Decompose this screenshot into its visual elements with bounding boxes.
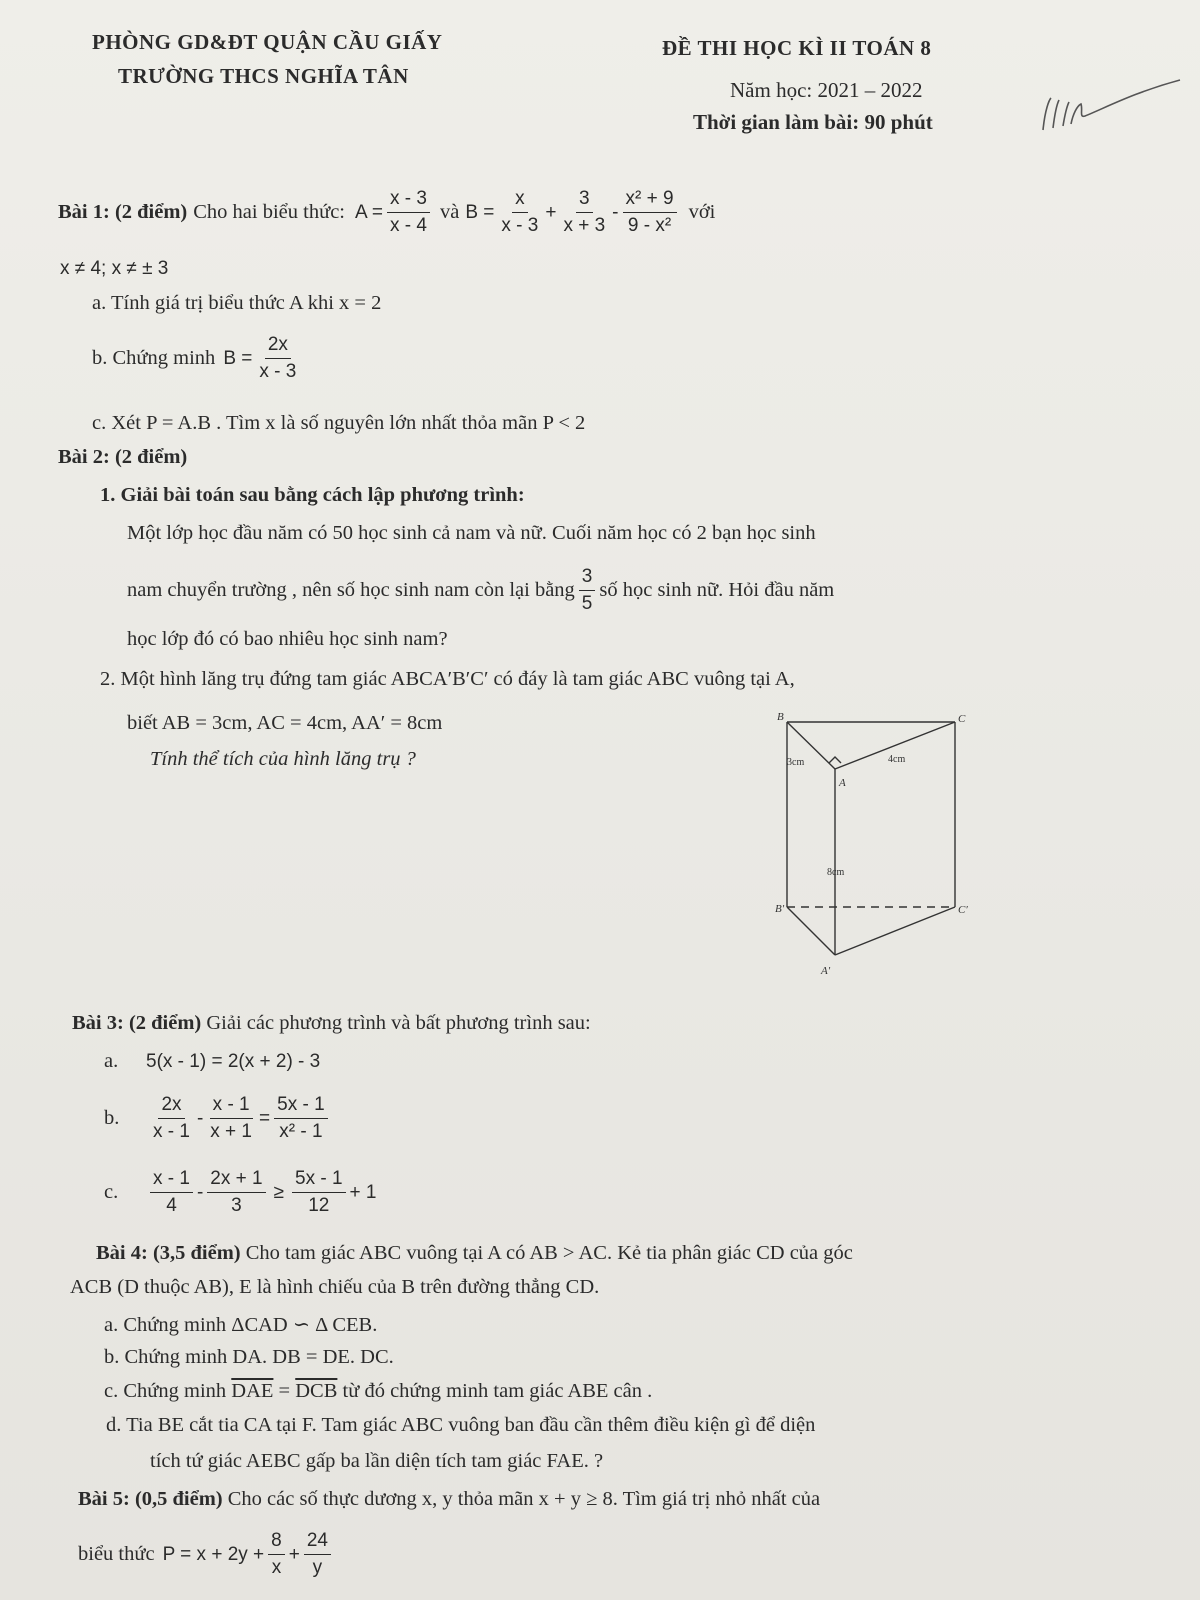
fraction-numerator: 2x xyxy=(265,334,291,359)
expr-a-fraction xyxy=(387,188,430,237)
bai2-part1-heading: 1. Giải bài toán sau bằng cách lập phương trình: xyxy=(100,484,525,506)
bai5-fraction-2 xyxy=(304,1530,331,1579)
fraction-denominator: 5 xyxy=(581,593,593,614)
expr-a-lhs: A = xyxy=(355,201,383,223)
minus-sign: - xyxy=(196,1107,204,1129)
bai4-line1 xyxy=(96,1242,853,1265)
fraction-denominator: 4 xyxy=(166,1195,177,1216)
plus-sign: + xyxy=(288,1543,300,1565)
bai1-part-c: c. Xét P = A.B . Tìm x là số nguyên lớn nhất thỏa mãn P < 2 xyxy=(92,412,586,434)
expr-b-fraction-2 xyxy=(560,188,608,237)
fraction-denominator: x - 4 xyxy=(390,215,427,236)
right-angle-mark xyxy=(829,757,841,763)
exam-duration: Thời gian làm bài: 90 phút xyxy=(693,110,933,134)
bai1-part-b-text: b. Chứng minh xyxy=(92,347,216,369)
fraction-denominator: x - 3 xyxy=(501,215,539,236)
fraction-denominator: x xyxy=(271,1557,282,1578)
bai1-line xyxy=(58,188,715,237)
bai1-intro: Cho hai biểu thức: xyxy=(193,201,345,223)
exam-title: ĐỀ THI HỌC KÌ II TOÁN 8 xyxy=(662,36,932,60)
bai1-title: Bài 1: (2 điểm) xyxy=(58,201,188,223)
bai3-part-c-label: c. xyxy=(104,1181,119,1203)
fraction-numerator: 8 xyxy=(268,1530,285,1555)
fraction-numerator: 3 xyxy=(576,188,593,213)
bai2-part1-line3: học lớp đó có bao nhiêu học sinh nam? xyxy=(127,628,448,650)
bai1-condition: x ≠ 4; x ≠ ± 3 xyxy=(60,258,169,279)
bai2-part1-line2 xyxy=(127,566,834,615)
bai4-part-d-line1: d. Tia BE cắt tia CA tại F. Tam giác ABC vuông ban đầu cần thêm điều kiện gì để diện xyxy=(106,1414,816,1436)
bai3-part-a-label: a. xyxy=(104,1050,119,1072)
prism-figure xyxy=(775,712,975,1002)
bai2-part2-line3: Tính thể tích của hình lăng trụ ? xyxy=(150,748,416,770)
plus-sign: + xyxy=(545,201,557,223)
bai3-part-a-equation: 5(x - 1) = 2(x + 2) - 3 xyxy=(146,1050,321,1072)
bai4-part-b: b. Chứng minh DA. DB = DE. DC. xyxy=(104,1346,394,1368)
bai2-part1-line2-b: số học sinh nữ. Hỏi đầu năm xyxy=(599,579,835,601)
bai4-line2: ACB (D thuộc AB), E là hình chiếu của B trên đường thẳng CD. xyxy=(70,1276,600,1298)
bai2-part2-line1: 2. Một hình lăng trụ đứng tam giác ABCA′B′C′ có đáy là tam giác ABC vuông tại A, xyxy=(100,668,795,690)
label-c: C xyxy=(958,713,966,725)
bai3-part-c xyxy=(104,1168,377,1217)
bai4-intro: Cho tam giác ABC vuông tại A có AB > AC. Kẻ tia phân giác CD của góc xyxy=(245,1242,853,1264)
minus-sign: - xyxy=(612,201,619,223)
bai2-part1-line2-a: nam chuyển trường , nên số học sinh nam còn lại bằng xyxy=(127,579,575,601)
bai1-part-a: a. Tính giá trị biểu thức A khi x = 2 xyxy=(92,292,382,314)
fraction-numerator: 2x xyxy=(158,1094,184,1119)
plus-one: + 1 xyxy=(349,1181,377,1203)
fraction-numerator: x - 3 xyxy=(387,188,430,213)
bai5-fraction-1 xyxy=(268,1530,285,1579)
fraction-numerator: 2x + 1 xyxy=(207,1168,265,1193)
bai5-expression-label: biểu thức xyxy=(78,1543,155,1565)
bai3-part-a xyxy=(104,1050,320,1073)
label-b-prime: B′ xyxy=(775,903,785,915)
equals-sign: = xyxy=(259,1107,271,1129)
fraction-denominator: 12 xyxy=(308,1195,330,1216)
angle-dcb: $\overline{DCB}$ xyxy=(295,1380,338,1402)
label-len-ab: 3cm xyxy=(787,757,805,768)
inequality-sign: ≥ xyxy=(273,1181,285,1203)
bai3-b-fraction-2 xyxy=(207,1094,255,1143)
fraction-denominator: 3 xyxy=(231,1195,242,1216)
bai5-intro: Cho các số thực dương x, y thỏa mãn x + y ≥ 8. Tìm giá trị nhỏ nhất của xyxy=(227,1488,821,1510)
label-a: A xyxy=(839,777,846,789)
school-year: Năm học: 2021 – 2022 xyxy=(730,78,923,102)
edge-a2b2 xyxy=(787,907,835,955)
bai2-part2-line2: biết AB = 3cm, AC = 4cm, AA′ = 8cm xyxy=(127,712,443,734)
edge-a2c2 xyxy=(835,907,955,955)
bai1-part-b-lhs: B = xyxy=(223,347,253,369)
bai5-line1 xyxy=(78,1488,820,1511)
bai4-part-c-pre: c. Chứng minh xyxy=(104,1380,227,1402)
fraction-denominator: 9 - x² xyxy=(627,215,672,236)
bai1-part-b-fraction xyxy=(256,334,299,383)
bai3-part-b xyxy=(104,1094,332,1143)
fraction-numerator: x² + 9 xyxy=(623,188,677,213)
bai3-heading xyxy=(72,1012,591,1035)
department-name: PHÒNG GD&ĐT QUẬN CẦU GIẤY xyxy=(92,30,443,54)
fraction-numerator: 5x - 1 xyxy=(292,1168,346,1193)
angle-dae: $\overline{DAE}$ xyxy=(231,1380,274,1402)
bai3-part-b-label: b. xyxy=(104,1107,120,1129)
fraction-denominator: y xyxy=(312,1557,323,1578)
fraction-numerator: 5x - 1 xyxy=(274,1094,328,1119)
handwritten-signature xyxy=(1035,70,1185,140)
fraction-numerator: x - 1 xyxy=(150,1168,193,1193)
bai3-c-fraction-3 xyxy=(292,1168,346,1217)
bai3-c-fraction-1 xyxy=(150,1168,193,1217)
bai3-c-fraction-2 xyxy=(207,1168,265,1217)
bai2-fraction xyxy=(579,566,596,615)
bai3-b-fraction-3 xyxy=(274,1094,328,1143)
minus-sign: - xyxy=(196,1181,204,1203)
bai4-part-a: a. Chứng minh ΔCAD ∽ Δ CEB. xyxy=(104,1314,378,1336)
bai4-part-d-line2: tích tứ giác AEBC gấp ba lần diện tích tam giác FAE. ? xyxy=(150,1450,604,1472)
label-c-prime: C′ xyxy=(958,904,968,916)
equals-sign: = xyxy=(278,1380,291,1402)
fraction-denominator: x² - 1 xyxy=(279,1121,323,1142)
bai4-title: Bài 4: (3,5 điểm) xyxy=(96,1242,241,1264)
bai5-title: Bài 5: (0,5 điểm) xyxy=(78,1488,223,1510)
label-len-aa: 8cm xyxy=(827,867,845,878)
bai5-expression: P = x + 2y + xyxy=(162,1543,265,1565)
fraction-numerator: x - 1 xyxy=(210,1094,253,1119)
expr-b-fraction-1 xyxy=(498,188,541,237)
bai2-part1-line1: Một lớp học đầu năm có 50 học sinh cả nam và nữ. Cuối năm học có 2 bạn học sinh xyxy=(127,522,816,544)
bai3-intro: Giải các phương trình và bất phương trình sau: xyxy=(206,1012,591,1034)
fraction-numerator: x xyxy=(512,188,528,213)
bai4-part-c xyxy=(104,1380,652,1403)
and-word: và xyxy=(439,201,460,223)
school-name: TRƯỜNG THCS NGHĨA TÂN xyxy=(118,64,409,88)
fraction-denominator: x + 3 xyxy=(563,215,606,236)
fraction-denominator: x - 1 xyxy=(153,1121,190,1142)
fraction-numerator: 3 xyxy=(579,566,596,591)
label-b: B xyxy=(777,712,784,723)
bai5-line2 xyxy=(78,1530,335,1579)
bai4-part-c-post: từ đó chứng minh tam giác ABE cân . xyxy=(342,1380,653,1402)
with-word: với xyxy=(688,201,716,223)
fraction-denominator: x - 3 xyxy=(259,361,297,382)
expr-b-fraction-3 xyxy=(623,188,677,237)
expr-b-lhs: B = xyxy=(465,201,495,223)
bai3-b-fraction-1 xyxy=(150,1094,193,1143)
bai3-title: Bài 3: (2 điểm) xyxy=(72,1012,202,1034)
fraction-numerator: 24 xyxy=(304,1530,331,1555)
label-len-ac: 4cm xyxy=(888,754,906,765)
label-a-prime: A′ xyxy=(821,965,831,977)
bai2-title: Bài 2: (2 điểm) xyxy=(58,446,188,468)
bai1-part-b xyxy=(92,334,303,383)
fraction-denominator: x + 1 xyxy=(210,1121,253,1142)
